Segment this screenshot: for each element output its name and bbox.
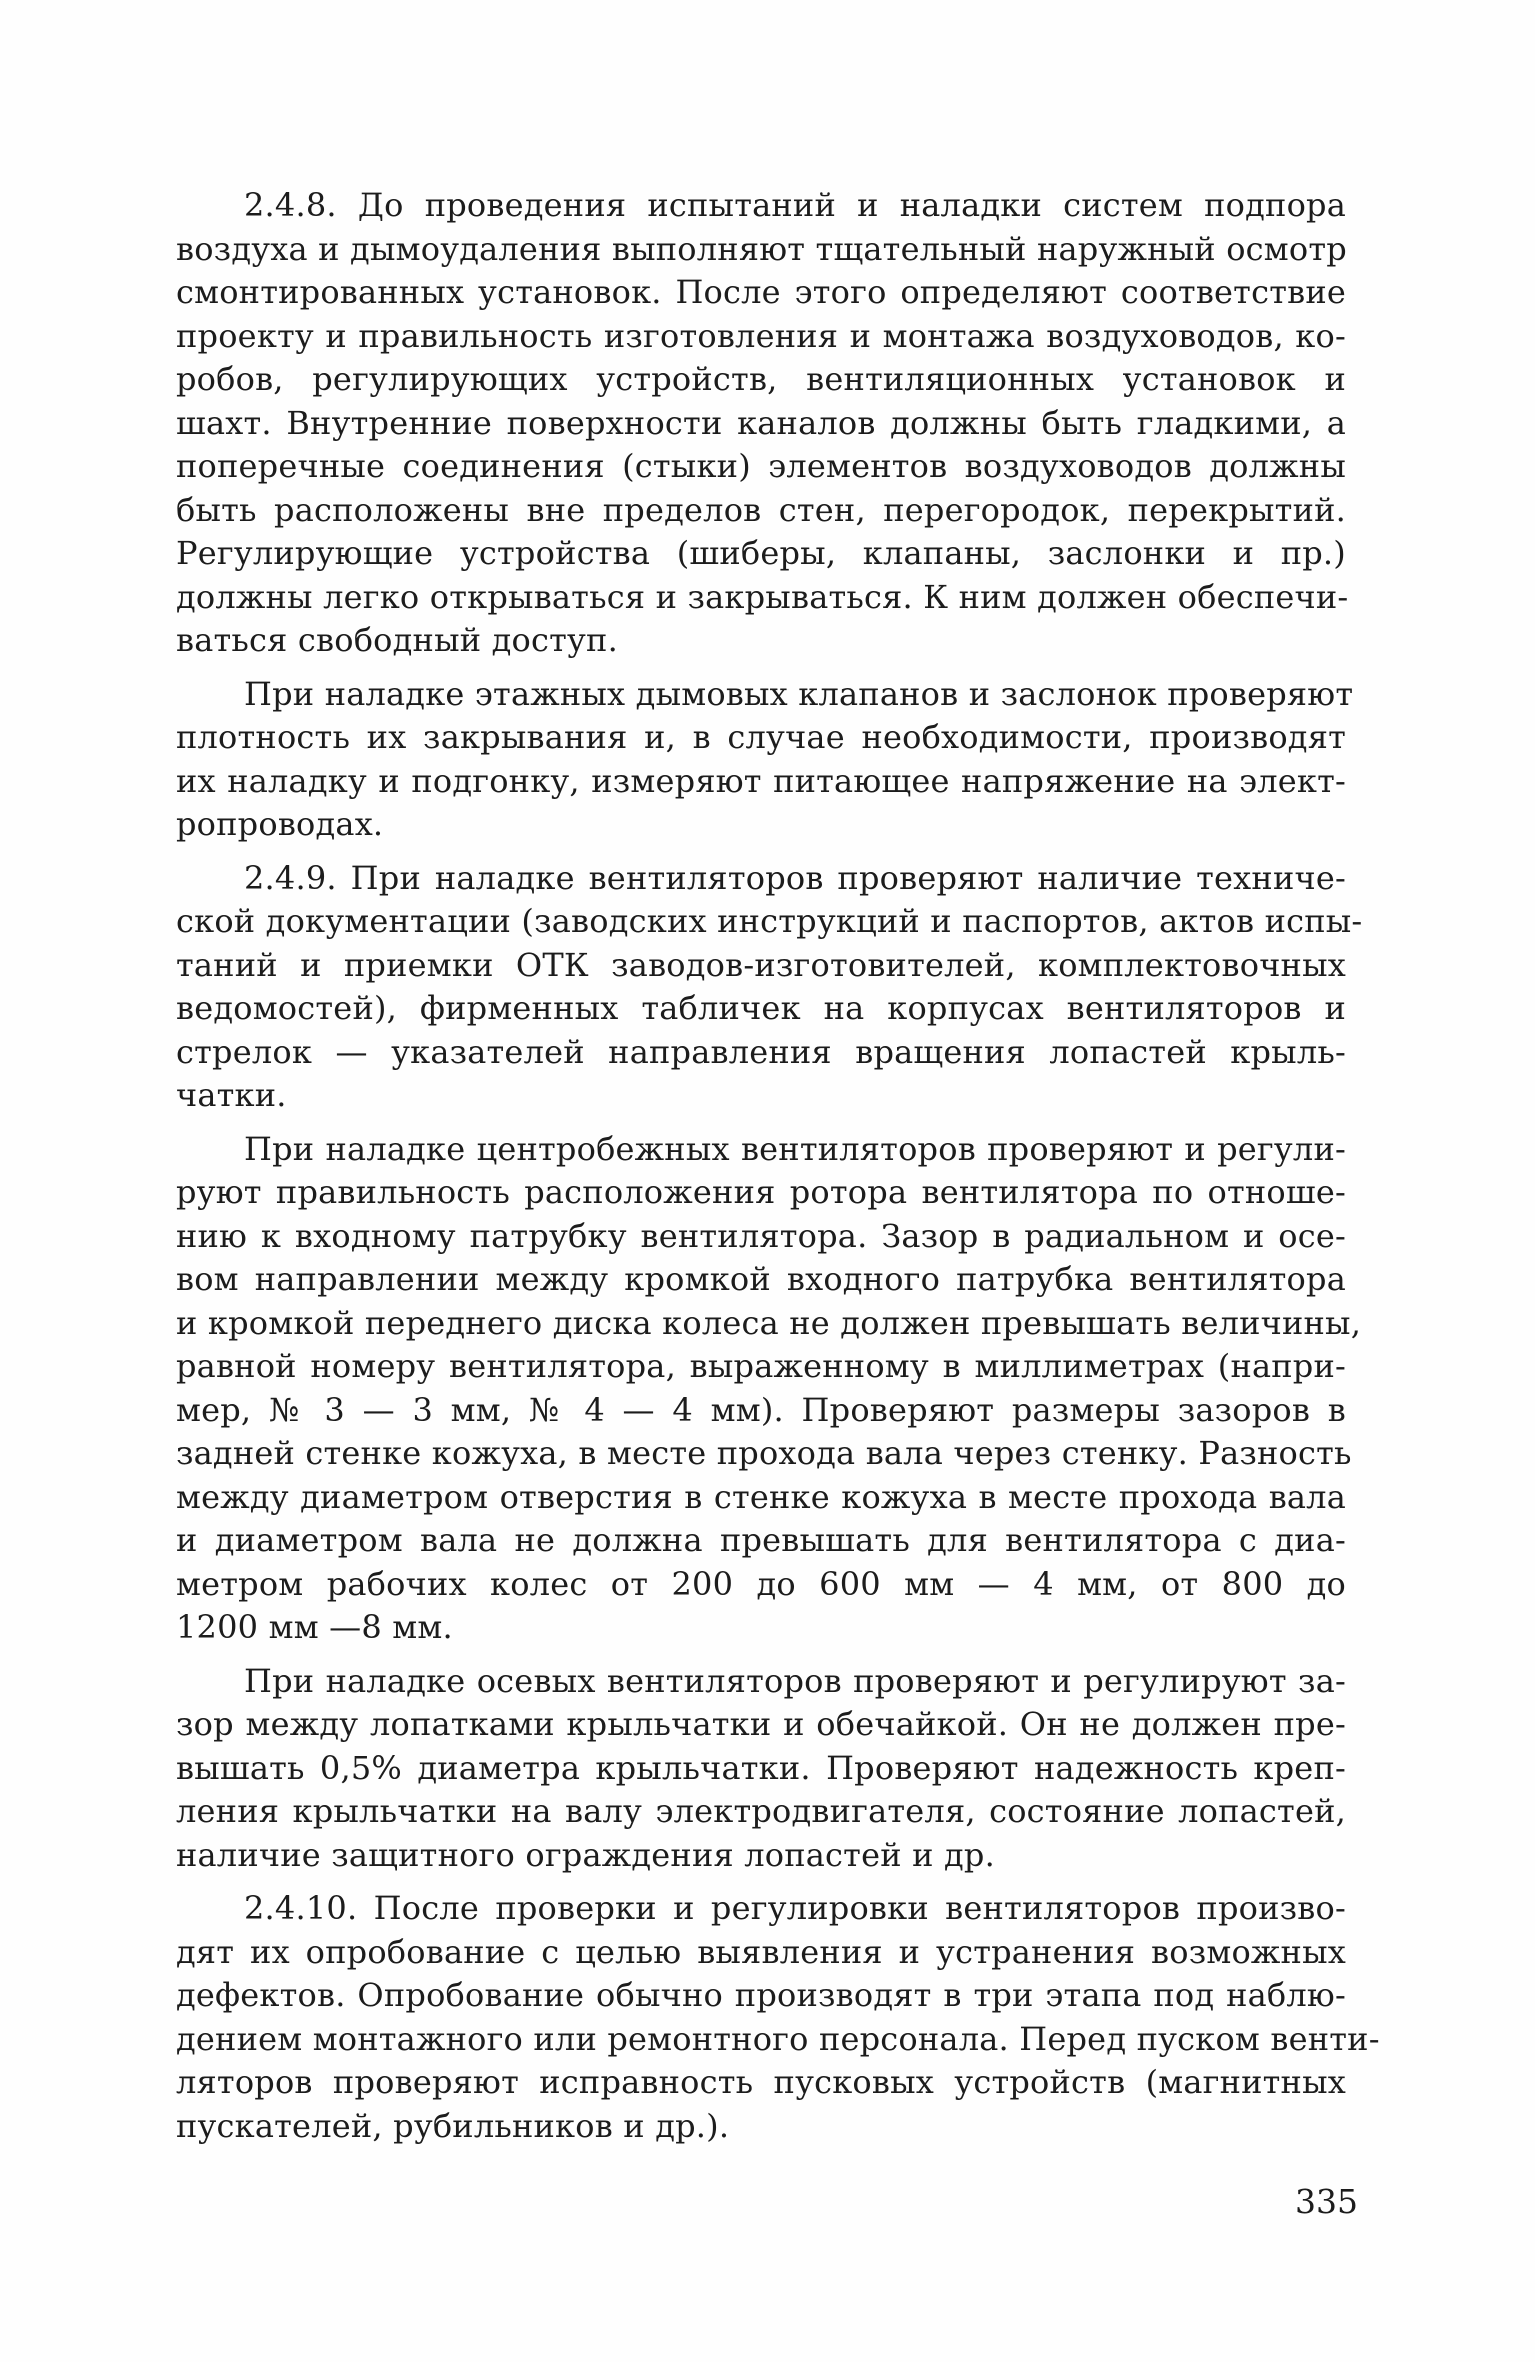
text-line: дефектов. Опробование обычно производят в три этапа под наблю- — [176, 1976, 1346, 2014]
text-line: 2.4.9. При наладке вентиляторов проверяют наличие техниче- — [244, 858, 1346, 897]
text-line: Регулирующие устройства (шиберы, клапаны, заслонки и пр.) — [176, 534, 1346, 572]
text-line: их наладку и подгонку, измеряют питающее напряжение на элект- — [176, 761, 1346, 800]
text-line: ляторов проверяют исправность пусковых устройств (магнитных — [176, 2063, 1346, 2101]
text-line: шахт. Внутренние поверхности каналов должны быть гладкими, а — [176, 403, 1346, 442]
text-line: При наладке осевых вентиляторов проверяют и регулируют за- — [244, 1661, 1346, 1700]
text-line: и кромкой переднего диска колеса не должен превышать величины, — [176, 1303, 1362, 1342]
text-line: нию к входному патрубку вентилятора. Зазор в радиальном и осе- — [176, 1216, 1346, 1255]
text-line: должны легко открываться и закрываться. К ним должен обеспечи- — [176, 577, 1349, 616]
text-line: ления крыльчатки на валу электродвигателя, состояние лопастей, — [176, 1792, 1346, 1830]
text-line: метром рабочих колес от 200 до 600 мм — 4 мм, от 800 до — [176, 1564, 1346, 1603]
text-line: мер, № 3 — 3 мм, № 4 — 4 мм). Проверяют размеры зазоров в — [176, 1390, 1346, 1429]
text-line: 2.4.10. После проверки и регулировки вентиляторов произво- — [244, 1889, 1346, 1927]
text-line: дением монтажного или ремонтного персонала. Перед пуском венти- — [176, 2019, 1380, 2058]
text-line: При наладке этажных дымовых клапанов и заслонок проверяют — [244, 674, 1354, 713]
text-line: таний и приемки ОТК заводов-изготовителей, комплектовочных — [176, 945, 1346, 984]
text-line: руют правильность расположения ротора вентилятора по отноше- — [176, 1173, 1346, 1211]
page-number: 335 — [1295, 2182, 1358, 2221]
text-line: поперечные соединения (стыки) элементов воздуховодов должны — [176, 447, 1346, 485]
paragraph-2-4-8 — [176, 184, 1349, 663]
body-text — [176, 184, 1380, 2158]
text-line: ской документации (заводских инструкций и паспортов, актов испы- — [176, 902, 1363, 940]
text-line: ваться свободный доступ. — [176, 621, 618, 659]
text-line: ропроводах. — [176, 805, 384, 843]
text-line: робов, регулирующих устройств, вентиляционных установок и — [176, 360, 1346, 398]
text-line: задней стенке кожуха, в месте прохода вала через стенку. Разность — [176, 1434, 1352, 1472]
paragraph-centrifugal-fans — [176, 1128, 1362, 1650]
text-line: дят их опробование с целью выявления и устранения возможных — [176, 1932, 1346, 1971]
paragraph-smoke-valves — [176, 673, 1354, 847]
text-line: 1200 мм —8 мм. — [176, 1608, 453, 1646]
text-line: стрелок — указателей направления вращения лопастей крыль- — [176, 1032, 1346, 1071]
text-line: пускателей, рубильников и др.). — [176, 2106, 730, 2145]
text-line: смонтированных установок. После этого определяют соответствие — [176, 273, 1346, 311]
text-line: вом направлении между кромкой входного патрубка вентилятора — [176, 1260, 1346, 1298]
text-line: между диаметром отверстия в стенке кожуха в месте прохода вала — [176, 1477, 1346, 1516]
text-line: При наладке центробежных вентиляторов проверяют и регули- — [244, 1129, 1346, 1168]
text-line: наличие защитного ограждения лопастей и др. — [176, 1835, 995, 1874]
text-line: проекту и правильность изготовления и монтажа воздуховодов, ко- — [176, 316, 1346, 355]
text-line: ведомостей), фирменных табличек на корпусах вентиляторов и — [176, 989, 1346, 1027]
paragraph-2-4-9 — [176, 857, 1363, 1118]
text-line: воздуха и дымоудаления выполняют тщательный наружный осмотр — [176, 229, 1347, 268]
paragraph-2-4-10 — [176, 1887, 1380, 2148]
text-line: 2.4.8. До проведения испытаний и наладки систем подпора — [244, 186, 1346, 224]
text-line: вышать 0,5% диаметра крыльчатки. Проверяют надежность креп- — [176, 1748, 1346, 1787]
paragraph-axial-fans — [176, 1660, 1346, 1878]
text-line: зор между лопатками крыльчатки и обечайкой. Он не должен пре- — [176, 1705, 1346, 1743]
text-line: плотность их закрывания и, в случае необходимости, производят — [176, 718, 1346, 756]
text-line: равной номеру вентилятора, выраженному в миллиметрах (напри- — [176, 1347, 1346, 1385]
text-line: быть расположены вне пределов стен, перегородок, перекрытий. — [176, 490, 1346, 529]
text-line: чатки. — [176, 1076, 287, 1114]
text-line: и диаметром вала не должна превышать для вентилятора с диа- — [176, 1521, 1346, 1559]
